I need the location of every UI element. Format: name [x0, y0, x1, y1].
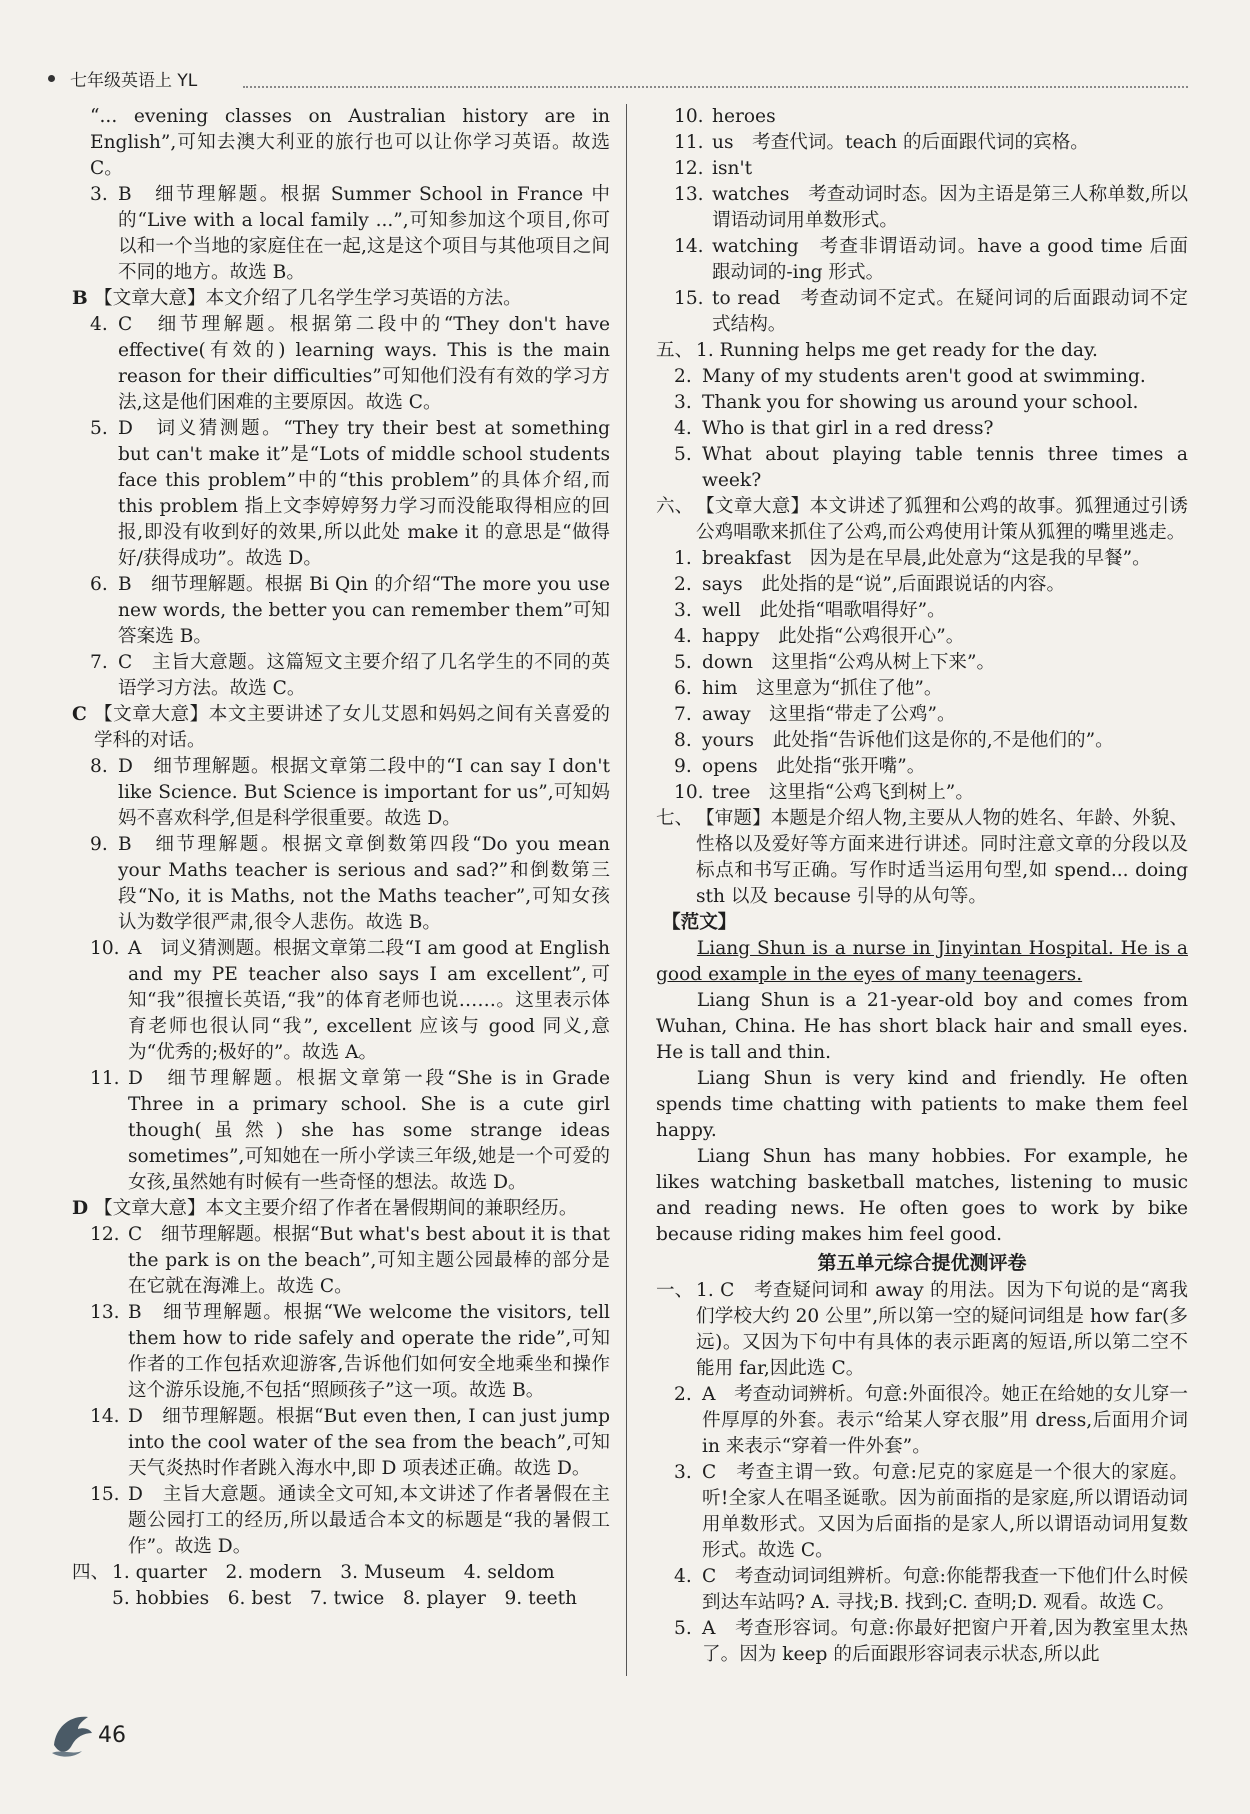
answer-number: B [72, 288, 88, 309]
answer-number: 3. [674, 392, 692, 413]
answer-text: happy 此处指“公鸡很开心”。 [702, 626, 965, 647]
answer-text: D 细节理解题。根据文章第二段中的“I can say I don't like Science. But Science is important for us”,可知妈妈不喜欢科学,但是科学很重要。故选 D。 [118, 756, 610, 829]
answer-number: 4. [674, 418, 692, 439]
page-header [48, 60, 1188, 90]
answer-number: D [72, 1198, 89, 1219]
essay-paragraph: Liang Shun is very kind and friendly. He often spends time chatting with patients to make them feel happy. [656, 1068, 1188, 1141]
answer-number: 13. [90, 1302, 120, 1323]
answer-item [656, 572, 1188, 598]
answer-text: to read 考查动词不定式。在疑问词的后面跟动词不定式结构。 [712, 288, 1188, 335]
answer-number: 8. [90, 756, 108, 777]
answer-text: 【审题】本题是介绍人物,主要从人物的姓名、年龄、外貌、性格以及爱好等方面来进行讲述。同时注意文章的分段以及标点和书写正确。写作时适当运用句型,如 spend... doing sth 以及 because 引导的从句等。 [696, 808, 1188, 907]
answer-number: 3. [90, 184, 108, 205]
answer-number: 10. [674, 106, 704, 127]
page-footer [48, 1705, 138, 1765]
answer-item [72, 1404, 610, 1482]
essay-paragraph: Liang Shun is a nurse in Jinyintan Hospital. He is a good example in the eyes of many teenagers. [656, 938, 1188, 985]
answer-number: 14. [674, 236, 704, 257]
answer-number: 2. [674, 574, 692, 595]
answer-text: watching 考查非谓语动词。have a good time 后面跟动词的-ing 形式。 [712, 236, 1188, 283]
answer-text: D 主旨大意题。通读全文可知,本文讲述了作者暑假在主题公园打工的经历,所以最适合本文的标题是“我的暑假工作”。故选 D。 [128, 1484, 610, 1557]
answer-text: him 这里意为“抓住了他”。 [702, 678, 943, 699]
page-number: 46 [98, 1723, 126, 1748]
answer-text: 1. C 考查疑问词和 away 的用法。因为下句说的是“离我们学校大约 20 公里”,所以第一空的疑问词组是 how far(多远)。又因为下句中有具体的表示距离的短语,所以第二空不能用 far,因此选 C。 [696, 1280, 1188, 1379]
model-essay [656, 936, 1188, 1248]
answer-text: Thank you for showing us around your school. [702, 392, 1139, 413]
word-answer-text: 5. hobbies 6. best 7. twice 8. player 9. teeth [112, 1588, 578, 1609]
answer-number: 9. [90, 834, 108, 855]
answer-item [656, 754, 1188, 780]
answer-item [656, 598, 1188, 624]
answer-text: C 考查动词词组辨析。句意:你能帮我查一下他们什么时候到达车站吗? A. 寻找;B. 找到;C. 查明;D. 观看。故选 C。 [702, 1566, 1188, 1613]
answer-text: C 考查主谓一致。句意:尼克的家庭是一个很大的家庭。听!全家人在唱圣诞歌。因为前面指的是家庭,所以谓语动词用单数形式。又因为后面指的是家人,所以谓语动词用复数形式。故选 C。 [702, 1462, 1188, 1561]
passage-summary [72, 702, 610, 754]
answer-item [656, 442, 1188, 494]
answer-text: down 这里指“公鸡从树上下来”。 [702, 652, 996, 673]
essay-paragraph: Liang Shun is a 21-year-old boy and comes from Wuhan, China. He has short black hair and small eyes. He is tall and thin. [656, 990, 1188, 1063]
answer-text: C 细节理解题。根据第二段中的“They don't have effective(有效的) learning ways. This is the main reason for their difficulties”可知他们没有有效的学习方法,这是他们困难的主要原因。故选 C。 [118, 314, 610, 413]
answer-text: A 考查形容词。句意:你最好把窗户开着,因为教室里太热了。因为 keep 的后面跟形容词表示状态,所以此 [702, 1618, 1188, 1665]
right-column [656, 104, 1188, 1668]
answer-number: 一、 [656, 1280, 694, 1301]
answer-item [72, 936, 610, 1066]
answer-number: 12. [90, 1224, 120, 1245]
answer-item [72, 182, 610, 286]
answer-text: “... evening classes on Australian history are in English”,可知去澳大利亚的旅行也可以让你学习英语。故选 C。 [90, 106, 610, 179]
answer-number: 五、 [656, 340, 694, 361]
answer-text: What about playing table tennis three times a week? [702, 444, 1188, 491]
passage-summary [72, 1196, 610, 1222]
answer-number: 1. [674, 548, 692, 569]
answer-number: 3. [674, 600, 692, 621]
answer-text: B 细节理解题。根据“We welcome the visitors, tell them how to ride safely and operate the ride”,可知作者的工作包括欢迎游客,告诉他们如何安全地乘坐和操作这个游乐设施,不包括“照顾孩子”这一项。故选 B。 [128, 1302, 610, 1401]
answer-number: 5. [674, 652, 692, 673]
answer-item [656, 364, 1188, 390]
answer-item [72, 1066, 610, 1196]
essay-paragraph: Liang Shun has many hobbies. For example, he likes watching basketball matches, listening to music and reading news. He often goes to work by bike because riding makes him feel good. [656, 1146, 1188, 1245]
answer-text: D 细节理解题。根据“But even then, I can just jump into the cool water of the sea from the beach”,可知天气炎热时作者跳入海水中,即 D 项表述正确。故选 D。 [128, 1406, 610, 1479]
answer-item [656, 780, 1188, 806]
answer-text: yours 此处指“告诉他们这是你的,不是他们的”。 [702, 730, 1114, 751]
answer-number: 9. [674, 756, 692, 777]
answer-item [72, 312, 610, 416]
answer-item [72, 572, 610, 650]
column-divider [626, 104, 627, 1676]
answer-text: 1. Running helps me get ready for the day. [696, 340, 1098, 361]
answer-text: Who is that girl in a red dress? [702, 418, 994, 439]
answer-item [656, 1382, 1188, 1460]
answer-item [72, 416, 610, 572]
word-answer-line [72, 1586, 610, 1612]
test-section-heading: 第五单元综合提优测评卷 [817, 1252, 1027, 1274]
answer-item [72, 754, 610, 832]
answer-item [72, 832, 610, 936]
left-column [72, 104, 610, 1612]
answer-item [656, 156, 1188, 182]
answer-item [656, 286, 1188, 338]
answer-text: heroes [712, 106, 776, 127]
answer-text: C 主旨大意题。这篇短文主要介绍了几名学生的不同的英语学习方法。故选 C。 [118, 652, 610, 699]
answer-text: B 细节理解题。根据 Summer School in France 中的“Live with a local family ...”,可知参加这个项目,你可以和一个当地的家庭住在一起,这是这个项目与其他项目之间不同的地方。故选 B。 [118, 184, 610, 283]
answer-number: 8. [674, 730, 692, 751]
answer-number: 2. [674, 366, 692, 387]
answer-text: breakfast 因为是在早晨,此处意为“这是我的早餐”。 [702, 548, 1151, 569]
answer-item [656, 130, 1188, 156]
answer-number: 6. [90, 574, 108, 595]
answer-number: 7. [90, 652, 108, 673]
answer-number: 4. [674, 626, 692, 647]
answer-number: 15. [90, 1484, 120, 1505]
section-answer [656, 1278, 1188, 1382]
answer-number: 2. [674, 1384, 692, 1405]
answer-number: 11. [674, 132, 704, 153]
answer-text: 【文章大意】本文介绍了几名学生学习英语的方法。 [94, 288, 522, 309]
answer-text: A 考查动词辨析。句意:外面很冷。她正在给她的女儿穿一件厚厚的外套。表示“给某人穿衣服”用 dress,后面用介词 in 来表示“穿着一件外套”。 [702, 1384, 1188, 1457]
answer-text: D 细节理解题。根据文章第一段“She is in Grade Three in a primary school. She is a cute girl though(虽然) she has some strange ideas sometimes”,可知她在一所小学读三年级,她是一个可爱的女孩,虽然她有时候有一些奇怪的想法。故选 D。 [128, 1068, 610, 1193]
answer-text: B 细节理解题。根据文章倒数第四段“Do you mean your Maths teacher is serious and sad?”和倒数第三段“No, it is Maths, not the Maths teacher”,可知女孩认为数学很严肃,很令人悲伤。故选 B。 [118, 834, 610, 933]
answer-number: 5. [90, 418, 108, 439]
answer-item [656, 728, 1188, 754]
answer-text: Many of my students aren't good at swimming. [702, 366, 1146, 387]
answer-number: 七、 [656, 808, 694, 829]
header-rule [243, 86, 1188, 88]
answer-item [656, 234, 1188, 286]
answer-text: 【文章大意】本文主要讲述了女儿艾恩和妈妈之间有关喜爱的学科的对话。 [94, 704, 610, 751]
answer-item [656, 650, 1188, 676]
answer-text: tree 这里指“公鸡飞到树上”。 [712, 782, 974, 803]
answer-item [72, 1222, 610, 1300]
answer-item [656, 1460, 1188, 1564]
answer-number: 4. [674, 1566, 692, 1587]
answer-number: 13. [674, 184, 704, 205]
answer-number: 7. [674, 704, 692, 725]
section-label: 四、 [72, 1562, 110, 1583]
answer-item [656, 1564, 1188, 1616]
answer-item [72, 1300, 610, 1404]
answer-item [656, 416, 1188, 442]
header-title: 七年级英语上 YL [70, 71, 198, 91]
answer-item [656, 702, 1188, 728]
answer-item [656, 182, 1188, 234]
answer-item [656, 1616, 1188, 1668]
section-answer [656, 494, 1188, 546]
answer-number: 6. [674, 678, 692, 699]
answer-number: 3. [674, 1462, 692, 1483]
answer-text: us 考查代词。teach 的后面跟代词的宾格。 [712, 132, 1089, 153]
answer-item [656, 104, 1188, 130]
answer-item [656, 676, 1188, 702]
answer-number: 10. [90, 938, 120, 959]
answer-item [656, 546, 1188, 572]
answer-text: away 这里指“带走了公鸡”。 [702, 704, 956, 725]
answer-item [656, 390, 1188, 416]
answer-text: 【文章大意】本文讲述了狐狸和公鸡的故事。狐狸通过引诱公鸡唱歌来抓住了公鸡,而公鸡使用计策从狐狸的嘴里逃走。 [696, 496, 1188, 543]
model-essay-label: 【范文】 [662, 912, 737, 933]
answer-number: 六、 [656, 496, 694, 517]
answer-text: C 细节理解题。根据“But what's best about it is that the park is on the beach”,可知主题公园最棒的部分是在它就在海滩上。故选 C。 [128, 1224, 610, 1297]
answer-number: 10. [674, 782, 704, 803]
passage-summary [72, 286, 610, 312]
answer-number: 11. [90, 1068, 120, 1089]
answer-text: opens 此处指“张开嘴”。 [702, 756, 926, 777]
answer-text: says 此处指的是“说”,后面跟说话的内容。 [702, 574, 1066, 595]
answer-item [72, 650, 610, 702]
section-answer [656, 806, 1188, 910]
bullet-icon [48, 75, 55, 82]
answer-text: B 细节理解题。根据 Bi Qin 的介绍“The more you use new words, the better you can remember them”可知答案选 B。 [118, 574, 610, 647]
answer-number: 12. [674, 158, 704, 179]
dolphin-logo-icon [48, 1705, 98, 1761]
answer-number: C [72, 704, 87, 725]
answer-number: 5. [674, 444, 692, 465]
answer-text: watches 考查动词时态。因为主语是第三人称单数,所以谓语动词用单数形式。 [712, 184, 1188, 231]
answer-number: 4. [90, 314, 108, 335]
answer-text: well 此处指“唱歌唱得好”。 [702, 600, 946, 621]
answer-item [72, 1482, 610, 1560]
section-answer [656, 338, 1188, 364]
answer-item [656, 624, 1188, 650]
answer-text: 【文章大意】本文主要介绍了作者在暑假期间的兼职经历。 [94, 1198, 578, 1219]
answer-number: 15. [674, 288, 704, 309]
answer-text: isn't [712, 158, 753, 179]
word-answer-line [72, 1560, 610, 1586]
answer-text: D 词义猜测题。“They try their best at something but can't make it”是“Lots of middle school students face this problem”中的“this problem”的具体介绍,而 this problem 指上文李婷婷努力学习而没能取得相应的回报,即没有收到好的效果,所以此处 make it 的意思是“做得好/获得成功”。故选 D。 [118, 418, 610, 569]
answer-number: 5. [674, 1618, 692, 1639]
answer-continuation [72, 104, 610, 182]
word-answer-text: 1. quarter 2. modern 3. Museum 4. seldom [112, 1562, 555, 1583]
answer-number: 14. [90, 1406, 120, 1427]
word-answers [72, 1560, 610, 1612]
answer-text: A 词义猜测题。根据文章第二段“I am good at English and my PE teacher also says I am excellent”,可知“我”很擅长英语,“我”的体育老师也说……。这里表示体育老师也很认同“我”, excellent 应该与 good 同义,意为“优秀的;极好的”。故选 A。 [128, 938, 610, 1063]
